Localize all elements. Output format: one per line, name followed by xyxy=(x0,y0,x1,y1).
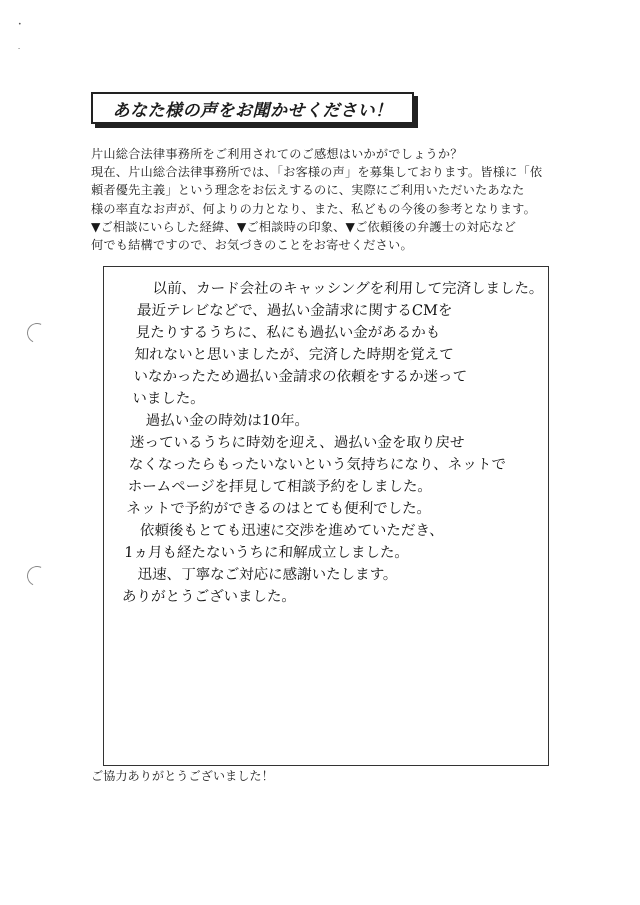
letter-line: 以前、カード会社のキャッシングを利用して完済しました。 xyxy=(137,281,544,297)
letter-line: 知れないと思いましたが、完済した時期を覚えて xyxy=(134,347,455,363)
letter-line: 1ヵ月も経たないうちに和解成立しました。 xyxy=(123,545,410,561)
intro-line: ▼ご相談にいらした経緯、▼ご相談時の印象、▼ご依頼後の弁護士の対応など xyxy=(91,219,517,234)
intro-line: 何でも結構ですので、お気づきのことをお寄せください。 xyxy=(91,238,413,253)
letter-line: ありがとうございました。 xyxy=(121,589,297,605)
page-title: あなた様の声をお聞かせください！ xyxy=(112,100,393,121)
letter-line: 見たりするうちに、私にも過払い金があるかも xyxy=(135,325,441,341)
letter-line: 過払い金の時効は10年。 xyxy=(130,413,310,429)
letter-line: 依頼後もとても迅速に交渉を進めていただき、 xyxy=(124,523,445,539)
letter-line: いなかったため過払い金請求の依頼をするか迷って xyxy=(133,369,468,385)
intro-line: 頼者優先主義」という理念をお伝えするのに、実際にご利用いただいたあなた xyxy=(91,183,525,198)
intro-paragraph xyxy=(91,145,561,254)
scan-speck: - xyxy=(18,45,21,52)
letter-line: なくなったらもったいないという気持ちになり、ネットで xyxy=(128,457,507,473)
scan-speck: • xyxy=(18,21,22,28)
letter-line: ネットで予約ができるのはとても便利でした。 xyxy=(126,501,432,517)
letter-line: 最近テレビなどで、過払い金請求に関するCMを xyxy=(136,303,453,319)
punch-hole-mark xyxy=(24,563,50,589)
letter-line: 迅速、丁寧なご対応に感謝いたします。 xyxy=(122,567,398,583)
handwritten-letter xyxy=(121,278,548,608)
intro-line: 片山総合法律事務所をご利用されてのご感想はいかがでしょうか？ xyxy=(91,147,463,161)
letter-line: ホームページを拝見して相談予約をしました。 xyxy=(127,479,433,495)
closing-message: ご協力ありがとうございました！ xyxy=(91,769,274,783)
title-banner xyxy=(91,92,414,124)
intro-line: 現在、片山総合法律事務所では、「お客様の声」を募集しております。皆様に「依 xyxy=(91,165,543,180)
letter-line: いました。 xyxy=(131,391,206,407)
intro-line: 様の率直なお声が、何よりの力となり、また、私どもの今後の参考となります。 xyxy=(91,201,536,216)
punch-hole-mark xyxy=(24,320,50,346)
letter-line: 迷っているうちに時効を迎え、過払い金を取り戻せ xyxy=(129,435,465,451)
